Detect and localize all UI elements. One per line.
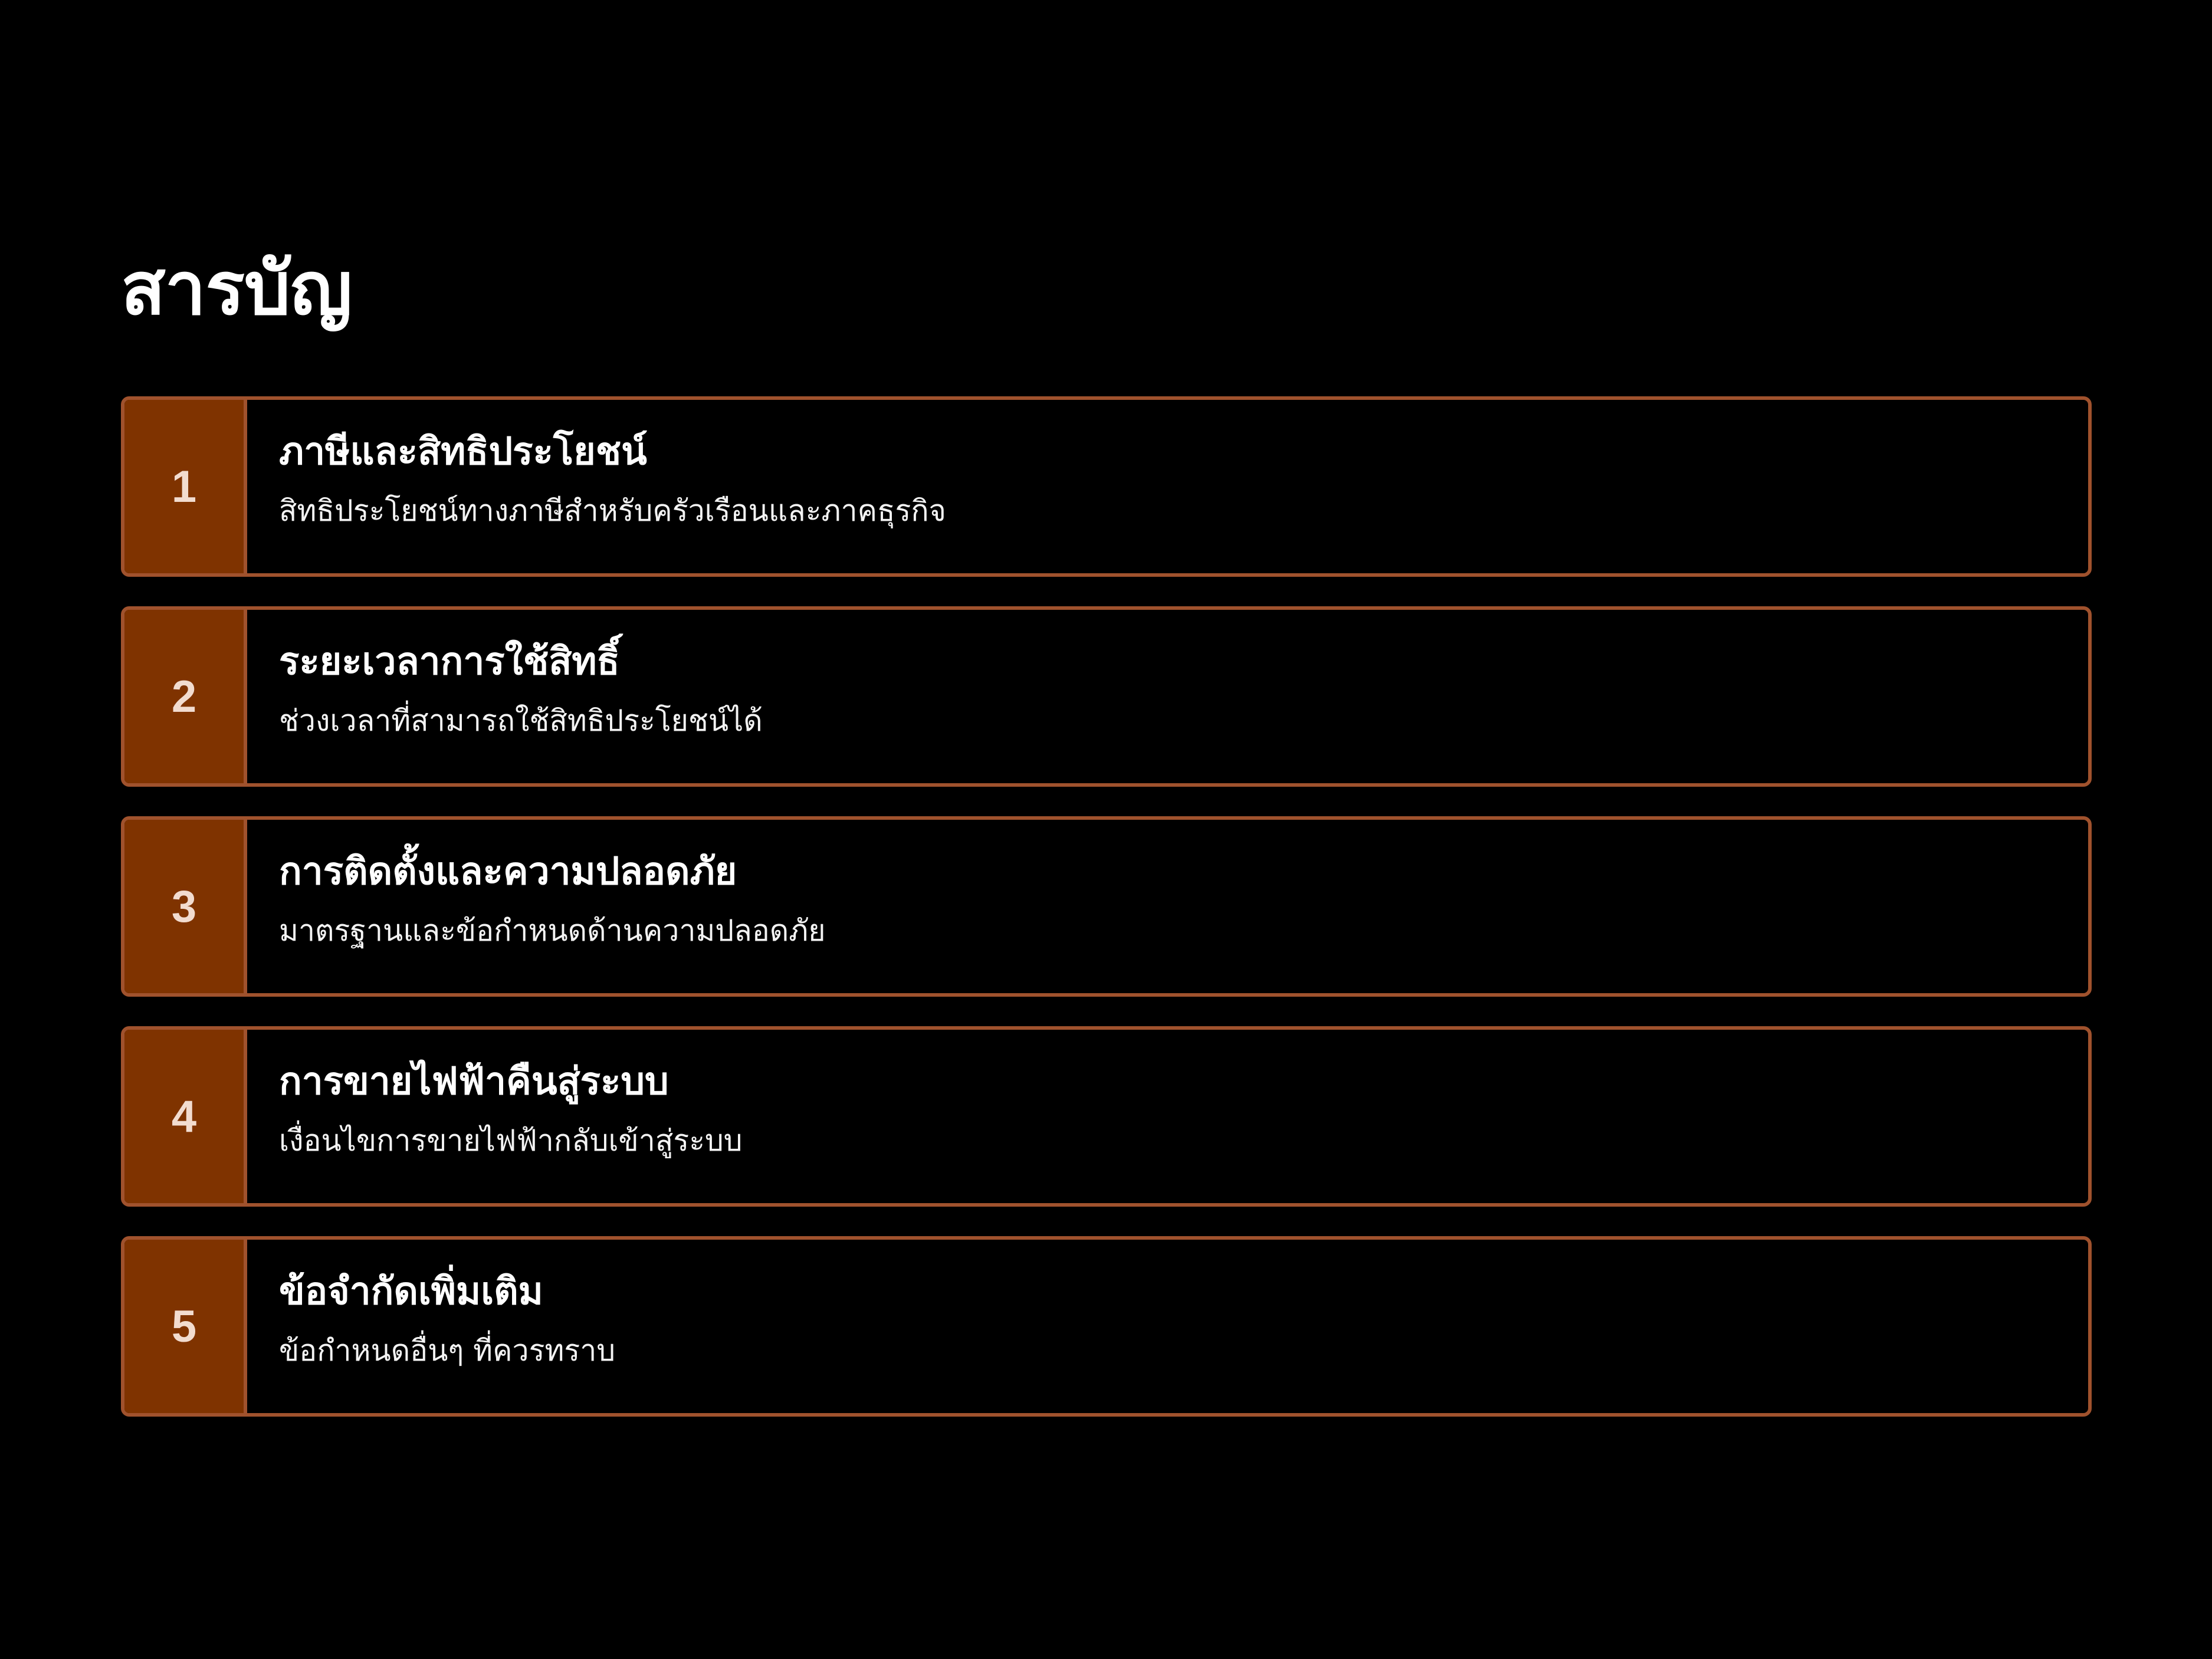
toc-text	[247, 400, 2088, 573]
toc-number: 2	[171, 671, 197, 722]
toc-number-box	[124, 610, 247, 783]
toc-heading: ภาษีและสิทธิประโยชน์	[279, 430, 647, 474]
toc-heading: ระยะเวลาการใช้สิทธิ์	[279, 640, 620, 684]
toc-text	[247, 820, 2088, 993]
toc-number: 4	[171, 1091, 197, 1142]
toc-text	[247, 1030, 2088, 1203]
toc-number-box	[124, 1030, 247, 1203]
toc-number-box	[124, 400, 247, 573]
toc-description: ช่วงเวลาที่สามารถใช้สิทธิประโยชน์ได้	[279, 704, 763, 738]
toc-description: เงื่อนไขการขายไฟฟ้ากลับเข้าสู่ระบบ	[279, 1123, 743, 1158]
toc-text	[247, 610, 2088, 783]
toc-description: สิทธิประโยชน์ทางภาษีสำหรับครัวเรือนและภาคธุรกิจ	[279, 494, 946, 528]
toc-item-5[interactable]	[121, 1236, 2092, 1417]
toc-description: ข้อกำหนดอื่นๆ ที่ควรทราบ	[279, 1333, 616, 1368]
table-of-contents	[121, 396, 2092, 1446]
page-title: สารบัญ	[121, 247, 352, 331]
toc-item-3[interactable]	[121, 816, 2092, 997]
toc-number: 1	[171, 461, 197, 512]
toc-description: มาตรฐานและข้อกำหนดด้านความปลอดภัย	[279, 914, 826, 948]
toc-heading: การติดตั้งและความปลอดภัย	[279, 850, 737, 893]
toc-number: 5	[171, 1301, 197, 1352]
toc-item-4[interactable]	[121, 1026, 2092, 1207]
toc-number: 3	[171, 881, 197, 932]
toc-heading: ข้อจำกัดเพิ่มเติม	[279, 1270, 543, 1313]
toc-item-2[interactable]	[121, 606, 2092, 787]
toc-number-box	[124, 1240, 247, 1413]
toc-item-1[interactable]	[121, 396, 2092, 577]
toc-text	[247, 1240, 2088, 1413]
toc-heading: การขายไฟฟ้าคืนสู่ระบบ	[279, 1060, 669, 1103]
toc-number-box	[124, 820, 247, 993]
